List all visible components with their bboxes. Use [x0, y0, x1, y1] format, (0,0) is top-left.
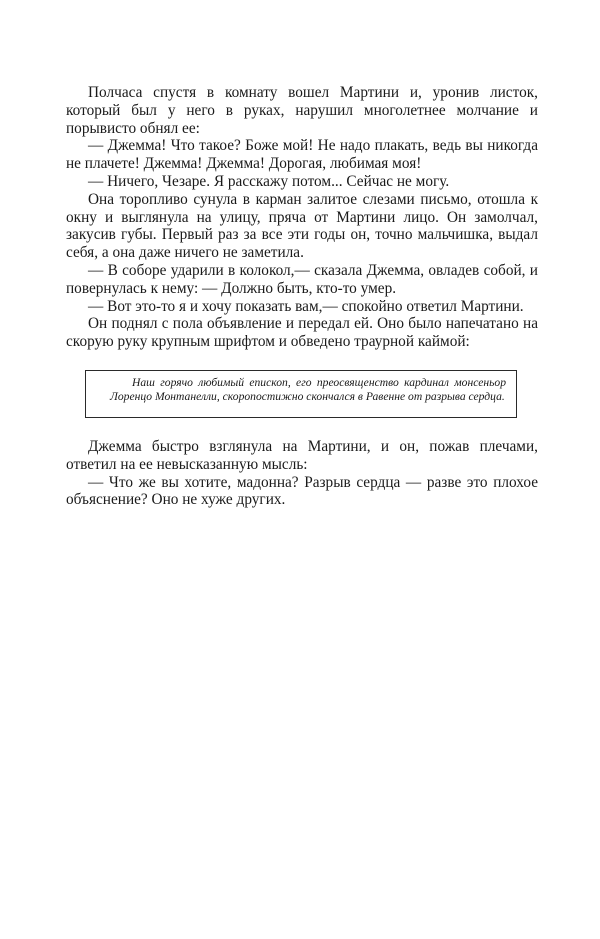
paragraph-bell-rings: — В соборе ударили в колокол,— сказала Джемма, овладев собой, и повернулась к нему: — Должно быть, кто-то умер. — [66, 261, 538, 297]
paragraph-martini-enters: Полчаса спустя в комнату вошел Мартини и, уронив листок, который был у него в руках, нарушил многолетнее молчание и порывисто обнял ее: — [66, 84, 538, 137]
paragraph-martini-answer: — Вот это-то я и хочу показать вам,— спокойно ответил Мартини. — [88, 297, 524, 315]
paragraph-martini-speech: — Джемма! Что такое? Боже мой! Не надо плакать, ведь вы никогда не плачете! Джемма! Джемма! Дорогая, любимая моя! — [66, 137, 538, 173]
paragraph-announcement-intro: Он поднял с пола объявление и передал ей. Оно было напечатано на скорую руку крупным шрифтом и обведено траурной каймой: — [66, 315, 538, 351]
paragraph-gemma-reply: — Ничего, Чезаре. Я расскажу потом... Сейчас не могу. — [88, 172, 450, 190]
obituary-notice: Наш горячо любимый епископ, его преосвященство кардинал монсеньор Лоренцо Монтанелли, скоропостижно скончался в Равенне от разрыва сердца. — [85, 370, 517, 418]
main-text-top — [66, 84, 538, 351]
main-text-bottom — [66, 438, 538, 509]
paragraph-gemma-hides-letter: Она торопливо сунула в карман залитое слезами письмо, отошла к окну и выглянула на улицу, пряча от Мартини лицо. Он замолчал, закусив губы. Первый раз за все эти годы он, точно мальчишка, выдал себя, а она даже ничего не заметила. — [66, 190, 538, 262]
paragraph-gemma-glance: Джемма быстро взглянула на Мартини, и он, пожав плечами, ответил на ее невысказанную мысль: — [66, 438, 538, 473]
paragraph-martini-explains: — Что же вы хотите, мадонна? Разрыв сердца — разве это плохое объяснение? Оно не хуже других. — [66, 473, 538, 509]
